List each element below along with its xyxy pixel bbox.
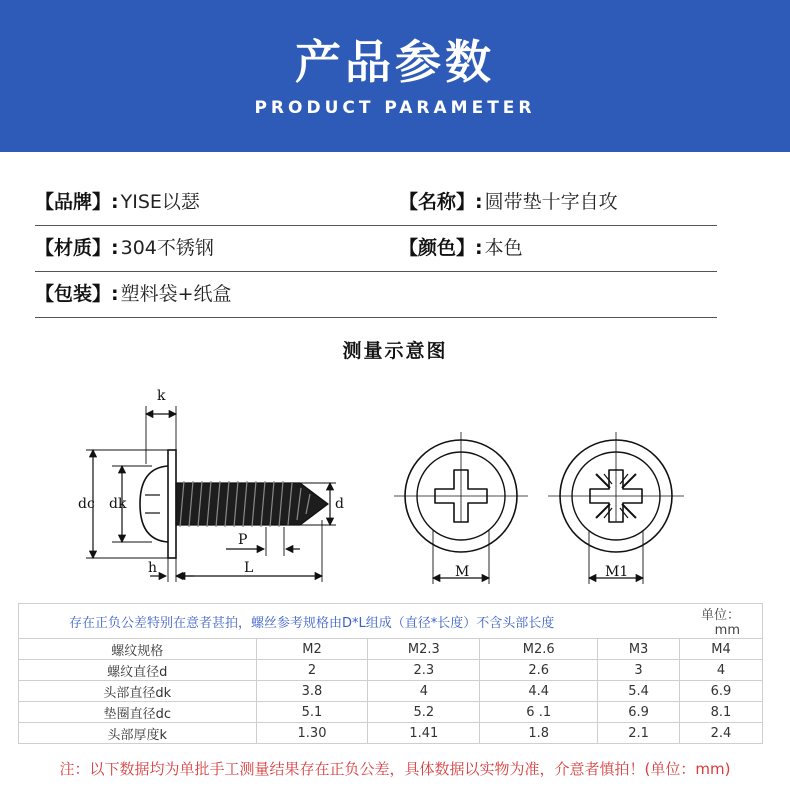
measurement-diagram bbox=[0, 370, 790, 598]
column-header: M3 bbox=[598, 639, 680, 660]
table-cell: 2.4 bbox=[680, 723, 763, 744]
column-header: 螺纹规格 bbox=[19, 639, 257, 660]
table-notice: 存在正负公差特别在意者甚拍，螺丝参考规格由D*L组成（直径*长度）不含头部长度 bbox=[19, 604, 680, 639]
table-cell: 螺纹直径d bbox=[19, 660, 257, 681]
table-cell: 3.8 bbox=[256, 681, 368, 702]
table-cell: 1.8 bbox=[480, 723, 598, 744]
table-cell: 5.2 bbox=[368, 702, 480, 723]
label-p: P bbox=[238, 532, 248, 548]
page-title: 产品参数 bbox=[295, 35, 495, 89]
param-name bbox=[399, 180, 618, 225]
param-color-label: 【颜色】: bbox=[399, 237, 483, 259]
page-subtitle: PRODUCT PARAMETER bbox=[254, 98, 536, 118]
label-m: M bbox=[455, 564, 470, 580]
table-cell: 4 bbox=[368, 681, 480, 702]
header-banner bbox=[0, 0, 790, 152]
table-cell: 1.41 bbox=[368, 723, 480, 744]
table-cell: 4.4 bbox=[480, 681, 598, 702]
table-cell: 头部厚度k bbox=[19, 723, 257, 744]
param-package-value: 塑料袋+纸盒 bbox=[120, 283, 232, 305]
spec-table bbox=[18, 603, 763, 744]
param-material bbox=[35, 226, 214, 271]
label-k: k bbox=[157, 388, 166, 404]
column-header: M2.6 bbox=[480, 639, 598, 660]
table-cell: 6 .1 bbox=[480, 702, 598, 723]
param-package-label: 【包装】: bbox=[35, 283, 119, 305]
pozidriv-head-icon bbox=[548, 432, 684, 584]
param-package bbox=[35, 272, 232, 317]
param-brand-value: YISE以瑟 bbox=[120, 191, 200, 213]
param-name-label: 【名称】: bbox=[399, 191, 483, 213]
table-cell: 2 bbox=[256, 660, 368, 681]
table-notice-row bbox=[19, 604, 763, 639]
table-cell: 5.1 bbox=[256, 702, 368, 723]
table-cell: 6.9 bbox=[680, 681, 763, 702]
column-header: M4 bbox=[680, 639, 763, 660]
column-header: M2.3 bbox=[368, 639, 480, 660]
label-dk: dk bbox=[109, 496, 127, 512]
param-color-value: 本色 bbox=[484, 237, 523, 259]
table-cell: 3 bbox=[598, 660, 680, 681]
param-row-1 bbox=[35, 180, 717, 226]
label-dc: dc bbox=[78, 496, 95, 512]
param-row-3 bbox=[35, 272, 717, 318]
footnote: 注：以下数据均为单批手工测量结果存在正负公差，具体数据以实物为准，介意者慎拍！(单位：mm) bbox=[59, 760, 731, 778]
param-name-value: 圆带垫十字自攻 bbox=[484, 191, 618, 213]
table-cell: 1.30 bbox=[256, 723, 368, 744]
table-cell: 8.1 bbox=[680, 702, 763, 723]
table-cell: 2.3 bbox=[368, 660, 480, 681]
table-cell: 6.9 bbox=[598, 702, 680, 723]
table-row bbox=[19, 681, 763, 702]
param-material-label: 【材质】: bbox=[35, 237, 119, 259]
param-color bbox=[399, 226, 523, 271]
label-d: d bbox=[335, 496, 344, 512]
table-row bbox=[19, 723, 763, 744]
param-material-value: 304不锈钢 bbox=[120, 237, 214, 259]
param-row-2 bbox=[35, 226, 717, 272]
diagram-title: 测量示意图 bbox=[342, 340, 448, 362]
table-cell: 2.6 bbox=[480, 660, 598, 681]
param-brand bbox=[35, 180, 200, 225]
table-cell: 4 bbox=[680, 660, 763, 681]
table-cell: 垫圈直径dc bbox=[19, 702, 257, 723]
table-cell: 头部直径dk bbox=[19, 681, 257, 702]
label-l: L bbox=[244, 560, 254, 576]
product-parameters bbox=[35, 180, 717, 318]
table-row bbox=[19, 660, 763, 681]
phillips-head-icon bbox=[394, 432, 528, 584]
table-row bbox=[19, 702, 763, 723]
column-header: M2 bbox=[256, 639, 368, 660]
screw-side-view-icon bbox=[140, 450, 328, 558]
table-unit: 单位：mm bbox=[680, 604, 763, 639]
param-brand-label: 【品牌】: bbox=[35, 191, 119, 213]
label-m1: M1 bbox=[605, 564, 629, 580]
table-cell: 5.4 bbox=[598, 681, 680, 702]
table-cell: 2.1 bbox=[598, 723, 680, 744]
label-h: h bbox=[148, 560, 158, 576]
table-header-row bbox=[19, 639, 763, 660]
